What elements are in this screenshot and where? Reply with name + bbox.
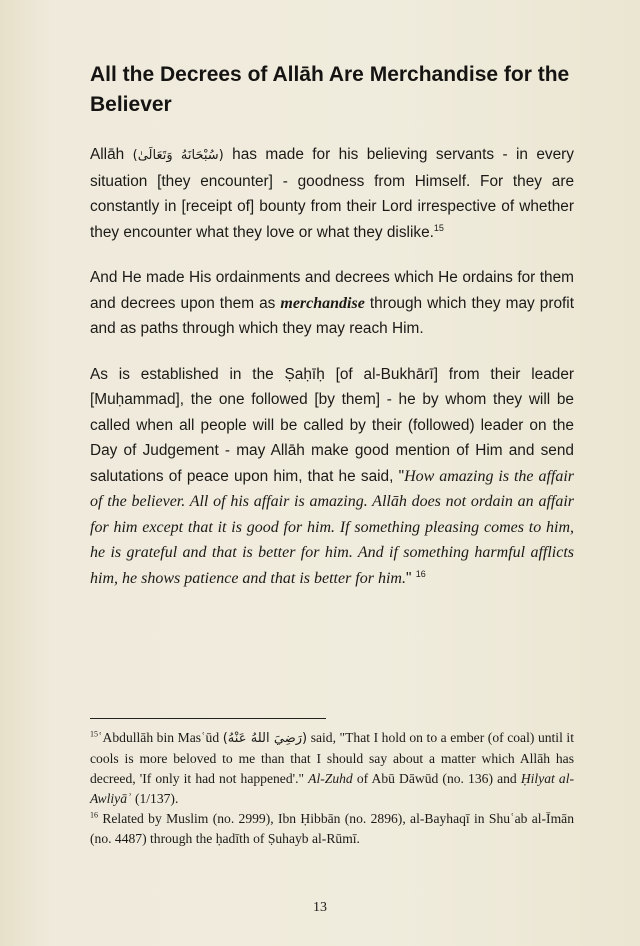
footnote-15-text-3: (1/137). bbox=[134, 791, 179, 806]
footnote-16-number: 16 bbox=[90, 810, 98, 820]
p2-before: And He made His ordainments and decrees which He ordains for them and decrees upon them as bbox=[90, 269, 574, 312]
footnote-15-source-2: Ḥilyat al-Awliyāʾ bbox=[90, 771, 575, 806]
emphasis-merchandise: merchandise bbox=[280, 294, 365, 312]
p3-before: As is established in the Ṣaḥīḥ [of al-Bukhārī] from their leader [Muḥammad], the one followed [by them] - he by whom they will be called when all people will be called by their (followed) leader on the Day of Judgement - may Allāh make good mention of Him and send salutations of peace upon him, that he said, " bbox=[90, 365, 574, 485]
footnote-15-name: ʿAbdullāh bin Masʿūd bbox=[98, 730, 220, 745]
page-number: 13 bbox=[313, 900, 327, 915]
footnote-ref-15[interactable]: 15 bbox=[433, 222, 444, 233]
footnote-ref-16[interactable]: 16 bbox=[415, 568, 426, 579]
footnote-15-source-1: Al-Zuhd bbox=[308, 771, 353, 786]
p2-after: through which they may profit and as paths through which they may reach Him. bbox=[90, 294, 574, 337]
honorific-glyph: (سُبْحَانَهُ وَتَعَالَىٰ) bbox=[132, 148, 224, 163]
honorific-glyph-2: (رَضِيَ اللهُ عَنْهُ) bbox=[222, 731, 308, 746]
footnote-divider bbox=[90, 718, 326, 719]
footnote-15-number: 15 bbox=[90, 729, 98, 739]
paragraph-3 bbox=[90, 362, 574, 592]
hadith-quote: How amazing is the affair of the believer. All of his affair is amazing. Allāh does not ordain an affair for him except that it is good for him. If something pleasing comes to him, he is grateful and that is better for him. And if something harmful afflicts him, he shows patience and that is better for him. bbox=[90, 467, 575, 587]
p1-text: has made for his believing servants - in every situation [they encounter] - goodness from Himself. For they are constantly in [receipt of] bounty from their Lord irrespective of whether they encounter what they love or what they dislike. bbox=[90, 146, 574, 241]
footnotes bbox=[90, 728, 574, 849]
footnote-16-text: Related by Muslim (no. 2999), Ibn Ḥibbān (no. 2896), al-Bayhaqī in Shuʿab al-Īmān (no. 4487) through the ḥadīth of Ṣuhayb al-Rūmī. bbox=[90, 811, 574, 846]
footnote-16 bbox=[90, 809, 574, 849]
section-heading: All the Decrees of Allāh Are Merchandise for the Believer bbox=[90, 63, 570, 116]
paragraph-1 bbox=[90, 142, 574, 245]
footnote-15-text: said, "That I hold on to a ember (of coal) until it cools is more beloved to me than that I should say about a matter which Allāh has decreed, 'If only it had not happened'." bbox=[90, 730, 574, 786]
footnote-15-text-2: of Abū Dāwūd (no. 136) and bbox=[356, 771, 517, 786]
paragraph-2 bbox=[90, 265, 574, 342]
p3-after: " bbox=[405, 569, 412, 587]
footnote-15 bbox=[90, 728, 574, 809]
p1-start: Allāh bbox=[90, 146, 125, 163]
